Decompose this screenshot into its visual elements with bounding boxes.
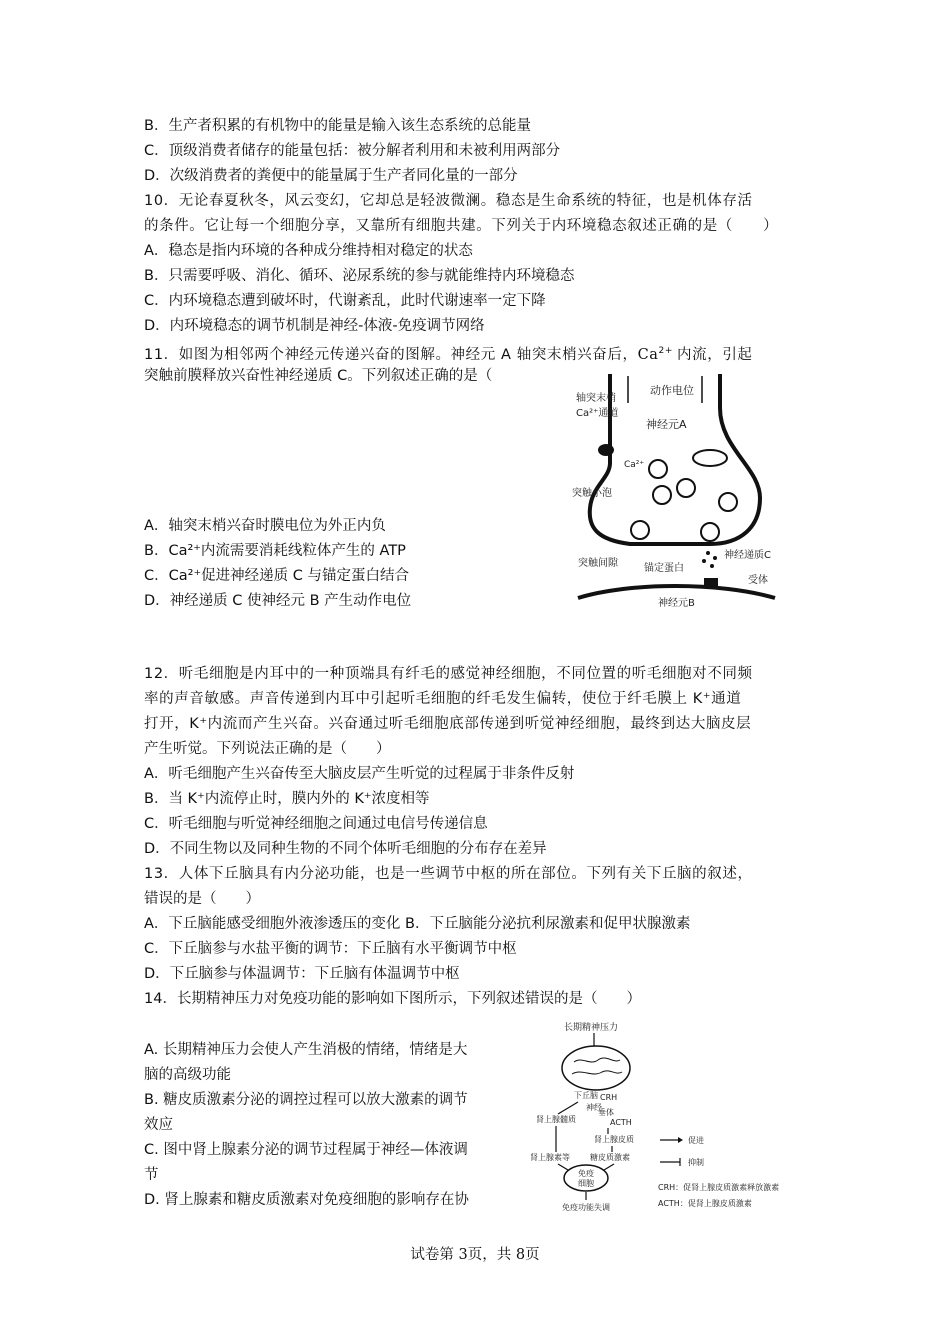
q14-option-a-line2: 脑的高级功能 bbox=[144, 1067, 231, 1083]
label-immune-2: 细胞 bbox=[578, 1179, 594, 1188]
q10-option-c: C．内环境稳态遭到破坏时，代谢紊乱，此时代谢速率一定下降 bbox=[144, 293, 546, 309]
label-ca-ion: Ca²⁺ bbox=[624, 460, 645, 470]
vesicle-icon bbox=[631, 521, 649, 539]
label-adrenal-cortex: 肾上腺皮质 bbox=[594, 1135, 634, 1144]
q10-option-a: A．稳态是指内环境的各种成分维持相对稳定的状态 bbox=[144, 243, 473, 259]
receptor-shape bbox=[704, 578, 718, 588]
q11-option-d: D．神经递质 C 使神经元 B 产生动作电位 bbox=[144, 593, 412, 609]
q14-option-d-line1: D. 肾上腺素和糖皮质激素对免疫细胞的影响存在协 bbox=[144, 1192, 469, 1208]
transmitter-dot bbox=[713, 556, 717, 560]
postsynaptic-membrane bbox=[578, 586, 775, 598]
label-neuron-a: 神经元A bbox=[646, 418, 687, 431]
label-pituitary: 垂体 bbox=[598, 1108, 614, 1117]
label-transmitter-c: 神经递质C bbox=[724, 550, 771, 561]
label-crh: CRH bbox=[600, 1093, 618, 1102]
q14-option-a-line1: A. 长期精神压力会使人产生消极的情绪，情绪是大 bbox=[144, 1042, 468, 1058]
q12-option-c: C．听毛细胞与听觉神经细胞之间通过电信号传递信息 bbox=[144, 816, 488, 832]
label-acth: ACTH bbox=[610, 1118, 632, 1127]
brain-icon bbox=[562, 1046, 630, 1090]
label-adrenaline: 肾上腺素等 bbox=[530, 1153, 570, 1162]
q11-ca-sup: 2+ bbox=[658, 346, 674, 356]
label-action-potential: 动作电位 bbox=[650, 384, 694, 397]
label-immune-1: 免疫 bbox=[578, 1169, 594, 1178]
q10-option-b: B．只需要呼吸、消化、循环、泌尿系统的参与就能维持内环境稳态 bbox=[144, 268, 575, 284]
label-receptor: 受体 bbox=[748, 575, 768, 586]
label-synaptic-cleft: 突触间隙 bbox=[578, 558, 618, 569]
q12-stem-line3: 打开，K⁺内流而产生兴奋。兴奋通过听毛细胞底部传递到听觉神经细胞，最终到达大脑皮层 bbox=[144, 716, 752, 732]
q10-stem-line2: 的条件。它让每一个细胞分享，又靠所有细胞共建。下列关于内环境稳态叙述正确的是（ ） bbox=[144, 218, 779, 234]
transmitter-dot bbox=[702, 559, 706, 563]
label-axon-terminal: 轴突末梢 bbox=[576, 393, 616, 404]
label-vesicle: 突触小泡 bbox=[572, 488, 612, 499]
inhibit-line bbox=[558, 1164, 568, 1170]
legend-promote: 促进 bbox=[688, 1136, 704, 1145]
synapse-figure bbox=[570, 368, 785, 610]
legend-promote-head bbox=[678, 1137, 683, 1143]
brain-fold bbox=[572, 1071, 622, 1074]
q12-option-d: D．不同生物以及同种生物的不同个体听毛细胞的分布存在差异 bbox=[144, 841, 547, 857]
def-acth: ACTH：促肾上腺皮质激素 bbox=[658, 1199, 752, 1208]
label-hypothalamus: 下丘脑 bbox=[574, 1091, 598, 1100]
legend-inhibit: 抑制 bbox=[688, 1158, 704, 1167]
q10-stem-line1: 10．无论春夏秋冬，风云变幻，它却总是轻波微澜。稳态是生命系统的特征，也是机体存活 bbox=[144, 193, 753, 209]
q11-stem-part1: 11．如图为相邻两个神经元传递兴奋的图解。神经元 A 轴突末梢兴奋后， bbox=[144, 346, 638, 363]
q13-options-ab: A．下丘脑能感受细胞外液渗透压的变化 B．下丘脑能分泌抗利尿激素和促甲状腺激素 bbox=[144, 916, 691, 932]
q11-option-c: C．Ca²⁺促进神经递质 C 与锚定蛋白结合 bbox=[144, 568, 409, 584]
option-b-energy: B．生产者积累的有机物中的能量是输入该生态系统的总能量 bbox=[144, 118, 531, 134]
label-glucocorticoid: 糖皮质激素 bbox=[590, 1153, 630, 1162]
q13-stem-line1: 13．人体下丘脑具有内分泌功能，也是一些调节中枢的所在部位。下列有关下丘脑的叙述， bbox=[144, 866, 753, 882]
ca-channel-shape bbox=[598, 444, 614, 456]
q13-option-c: C．下丘脑参与水盐平衡的调节：下丘脑有水平衡调节中枢 bbox=[144, 941, 517, 957]
vesicle-icon bbox=[653, 486, 671, 504]
vesicle-icon bbox=[677, 479, 695, 497]
q11-stem-part2: 内流，引起 bbox=[677, 346, 753, 363]
q11-ca: Ca bbox=[637, 346, 659, 363]
option-d-energy: D．次级消费者的粪便中的能量属于生产者同化量的一部分 bbox=[144, 168, 518, 184]
q13-stem-line2: 错误的是（ ） bbox=[144, 891, 260, 907]
mitochondrion-icon bbox=[693, 450, 727, 466]
q14-option-c-line2: 节 bbox=[144, 1167, 159, 1183]
q11-option-b: B．Ca²⁺内流需要消耗线粒体产生的 ATP bbox=[144, 543, 406, 559]
label-ca-channel: Ca²⁺通道 bbox=[576, 408, 619, 419]
label-anchor-protein: 锚定蛋白 bbox=[644, 563, 684, 574]
transmitter-dot bbox=[706, 551, 710, 555]
q13-option-d: D．下丘脑参与体温调节：下丘脑有体温调节中枢 bbox=[144, 966, 460, 982]
stress-immune-figure bbox=[528, 1018, 808, 1218]
fusing-vesicle-icon bbox=[701, 523, 719, 541]
arrow-nerve-medulla bbox=[558, 1102, 578, 1114]
vesicle-icon bbox=[649, 460, 667, 478]
q14-option-c-line1: C. 图中肾上腺素分泌的调节过程属于神经—体液调 bbox=[144, 1142, 468, 1158]
def-crh: CRH：促肾上腺皮质激素释放激素 bbox=[658, 1183, 780, 1192]
brain-fold bbox=[574, 1058, 620, 1062]
page-footer: 试卷第 3页，共 8页 bbox=[410, 1247, 540, 1263]
q14-option-b-line2: 效应 bbox=[144, 1117, 173, 1133]
option-c-energy: C．顶级消费者储存的能量包括：被分解者利用和未被利用两部分 bbox=[144, 143, 561, 159]
q11-stem-line2: 突触前膜释放兴奋性神经递质 C。下列叙述正确的是（ bbox=[144, 368, 493, 384]
q14-stem: 14．长期精神压力对免疫功能的影响如下图所示，下列叙述错误的是（ ） bbox=[144, 991, 641, 1007]
q12-option-a: A．听毛细胞产生兴奋传至大脑皮层产生听觉的过程属于非条件反射 bbox=[144, 766, 575, 782]
q14-option-b-line1: B. 糖皮质激素分泌的调控过程可以放大激素的调节 bbox=[144, 1092, 468, 1108]
label-adrenal-medulla: 肾上腺髓质 bbox=[536, 1115, 576, 1124]
q12-option-b: B．当 K⁺内流停止时，膜内外的 K⁺浓度相等 bbox=[144, 791, 430, 807]
label-neuron-b: 神经元B bbox=[658, 598, 695, 609]
inhibit-line bbox=[604, 1164, 614, 1170]
q11-option-a: A．轴突末梢兴奋时膜电位为外正内负 bbox=[144, 518, 386, 534]
transmitter-dot bbox=[710, 564, 714, 568]
label-stress: 长期精神压力 bbox=[564, 1023, 619, 1033]
q10-option-d: D．内环境稳态的调节机制是神经-体液-免疫调节网络 bbox=[144, 318, 485, 334]
label-immune-down: 免疫功能失调 bbox=[562, 1203, 610, 1212]
q12-stem-line2: 率的声音敏感。声音传递到内耳中引起听毛细胞的纤毛发生偏转，使位于纤毛膜上 K⁺通道 bbox=[144, 691, 742, 707]
q12-stem-line1: 12．听毛细胞是内耳中的一种顶端具有纤毛的感觉神经细胞，不同位置的听毛细胞对不同频 bbox=[144, 666, 753, 682]
label-nerve: 神经 bbox=[586, 1103, 602, 1112]
q12-stem-line4: 产生听觉。下列说法正确的是（ ） bbox=[144, 741, 391, 757]
vesicle-icon bbox=[719, 493, 737, 511]
